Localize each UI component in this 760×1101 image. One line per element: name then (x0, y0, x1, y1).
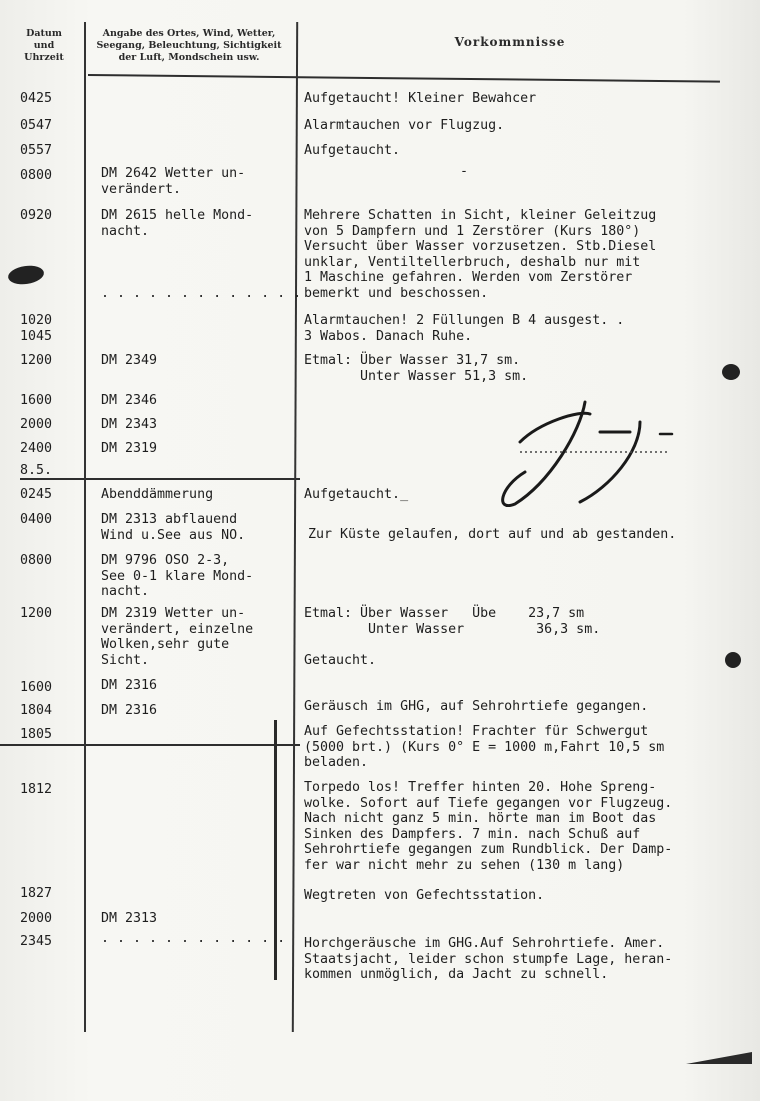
entry-remarks: Mehrere Schatten in Sicht, kleiner Geleitzug von 5 Dampfern und 1 Zerstörer (Kurs 180°) Versucht über Wasser vorzusetzen. Stb.Diesel unklar, Ventiltellerbruch, deshalb nur mit 1 Maschine gefahren. Werden vom Zerstörer bemerkt und beschossen. (304, 208, 657, 301)
entry-remarks: Geräusch im GHG, auf Sehrohrtiefe gegangen. (304, 699, 649, 714)
entry-remarks: Wegtreten von Gefechtsstation. (304, 888, 545, 903)
entry-time: 0800 (20, 553, 53, 568)
entry-position: DM 2349 (101, 353, 158, 368)
header-remarks-column: Vorkommnisse (454, 35, 566, 49)
entry-position: DM 2316 (101, 678, 158, 693)
entry-time: 1812 (20, 782, 53, 797)
entry-position: DM 2316 (101, 703, 158, 718)
entry-remarks: Torpedo los! Treffer hinten 20. Hohe Spreng- wolke. Sofort auf Tiefe gegangen vor Flugzeug. Nach nicht ganz 5 min. hörte man im Boot das Sinken des Dampfers. 7 min. nach Schuß auf Sehrohrtiefe gegangen zum Rundblick. Der Damp- fer war nicht mehr zu sehen (130 m lang) (304, 780, 673, 873)
entry-time: 1600 (20, 680, 53, 695)
entry-time: 2000 (20, 417, 53, 432)
entry-time: 1804 (20, 703, 53, 718)
entry-remarks: Horchgeräusche im GHG.Auf Sehrohrtiefe. Amer. Staatsjacht, leider schon stumpfe Lage, heran- kommen unmöglich, da Jacht zu schnell. (304, 936, 673, 982)
entry-remarks: Aufgetaucht._ (304, 487, 409, 502)
entry-remarks: Auf Gefechtsstation! Frachter für Schwergut (5000 brt.) (Kurs 0° E = 1000 m,Fahrt 10,5 sm beladen. (304, 724, 665, 770)
entry-time: 1827 (20, 886, 53, 901)
entry-position: . . . . . . . . . . . . . (101, 286, 302, 301)
entry-remarks: - (460, 164, 469, 179)
column-divider-left (84, 22, 86, 1032)
entry-time: 0557 (20, 143, 53, 158)
entry-time: 1805 (20, 727, 53, 742)
entry-position: DM 2642 Wetter un- verändert. (101, 166, 246, 197)
entry-position: DM 2313 (101, 911, 158, 926)
entry-day-marker: 8.5. (20, 463, 53, 478)
entry-position: DM 2319 (101, 441, 158, 456)
entry-position: DM 2313 abflauend Wind u.See aus NO. (101, 512, 246, 543)
entry-remarks: Etmal: Über Wasser Übe 23,7 sm Unter Wasser 36,3 sm. Getaucht. (304, 606, 601, 668)
entry-position: . . . . . . . . . . . . (101, 931, 286, 946)
entry-time: 1200 (20, 353, 53, 368)
ink-blot (722, 364, 740, 380)
entry-time: 0245 (20, 487, 53, 502)
entry-time: 1200 (20, 606, 53, 621)
ink-blot (725, 652, 741, 668)
corner-smudge (686, 1042, 752, 1066)
entry-time: 2000 (20, 911, 53, 926)
entry-time: 1020 1045 (20, 313, 53, 344)
entry-remarks: Aufgetaucht! Kleiner Bewahcer (304, 91, 537, 106)
header-place-column: Angabe des Ortes, Wind, Wetter, Seegang, Beleuchtung, Sichtigkeit der Luft, Mondschein usw. (96, 28, 282, 63)
commander-signature (490, 392, 690, 517)
entry-position: DM 9796 OSO 2-3, See 0-1 klare Mond- nacht. (101, 553, 254, 599)
section-rule (0, 744, 300, 746)
entry-remarks: Etmal: Über Wasser 31,7 sm. Unter Wasser 51,3 sm. (304, 353, 529, 384)
entry-time: 0425 (20, 91, 53, 106)
header-rule (88, 74, 720, 83)
entry-time: 0800 (20, 168, 53, 183)
entry-remarks: Alarmtauchen! 2 Füllungen B 4 ausgest. . 3 Wabos. Danach Ruhe. (304, 313, 625, 344)
entry-time: 1600 (20, 393, 53, 408)
entry-time: 0547 (20, 118, 53, 133)
entry-remarks: Zur Küste gelaufen, dort auf und ab gestanden. (308, 527, 677, 542)
entry-position: DM 2615 helle Mond- nacht. (101, 208, 254, 239)
entry-remarks: Aufgetaucht. (304, 143, 401, 158)
entry-position: DM 2319 Wetter un- verändert, einzelne Wolken,sehr gute Sicht. (101, 606, 254, 668)
entry-time: 2400 (20, 441, 53, 456)
entry-position: DM 2346 (101, 393, 158, 408)
entry-remarks: Alarmtauchen vor Flugzug. (304, 118, 505, 133)
entry-time: 0920 (20, 208, 53, 223)
entry-position: Abenddämmerung (101, 487, 214, 502)
entry-time: 0400 (20, 512, 53, 527)
entry-position: DM 2343 (101, 417, 158, 432)
header-date-column: Datum und Uhrzeit (24, 28, 64, 63)
ink-blot (7, 264, 45, 287)
entry-time: 2345 (20, 934, 53, 949)
